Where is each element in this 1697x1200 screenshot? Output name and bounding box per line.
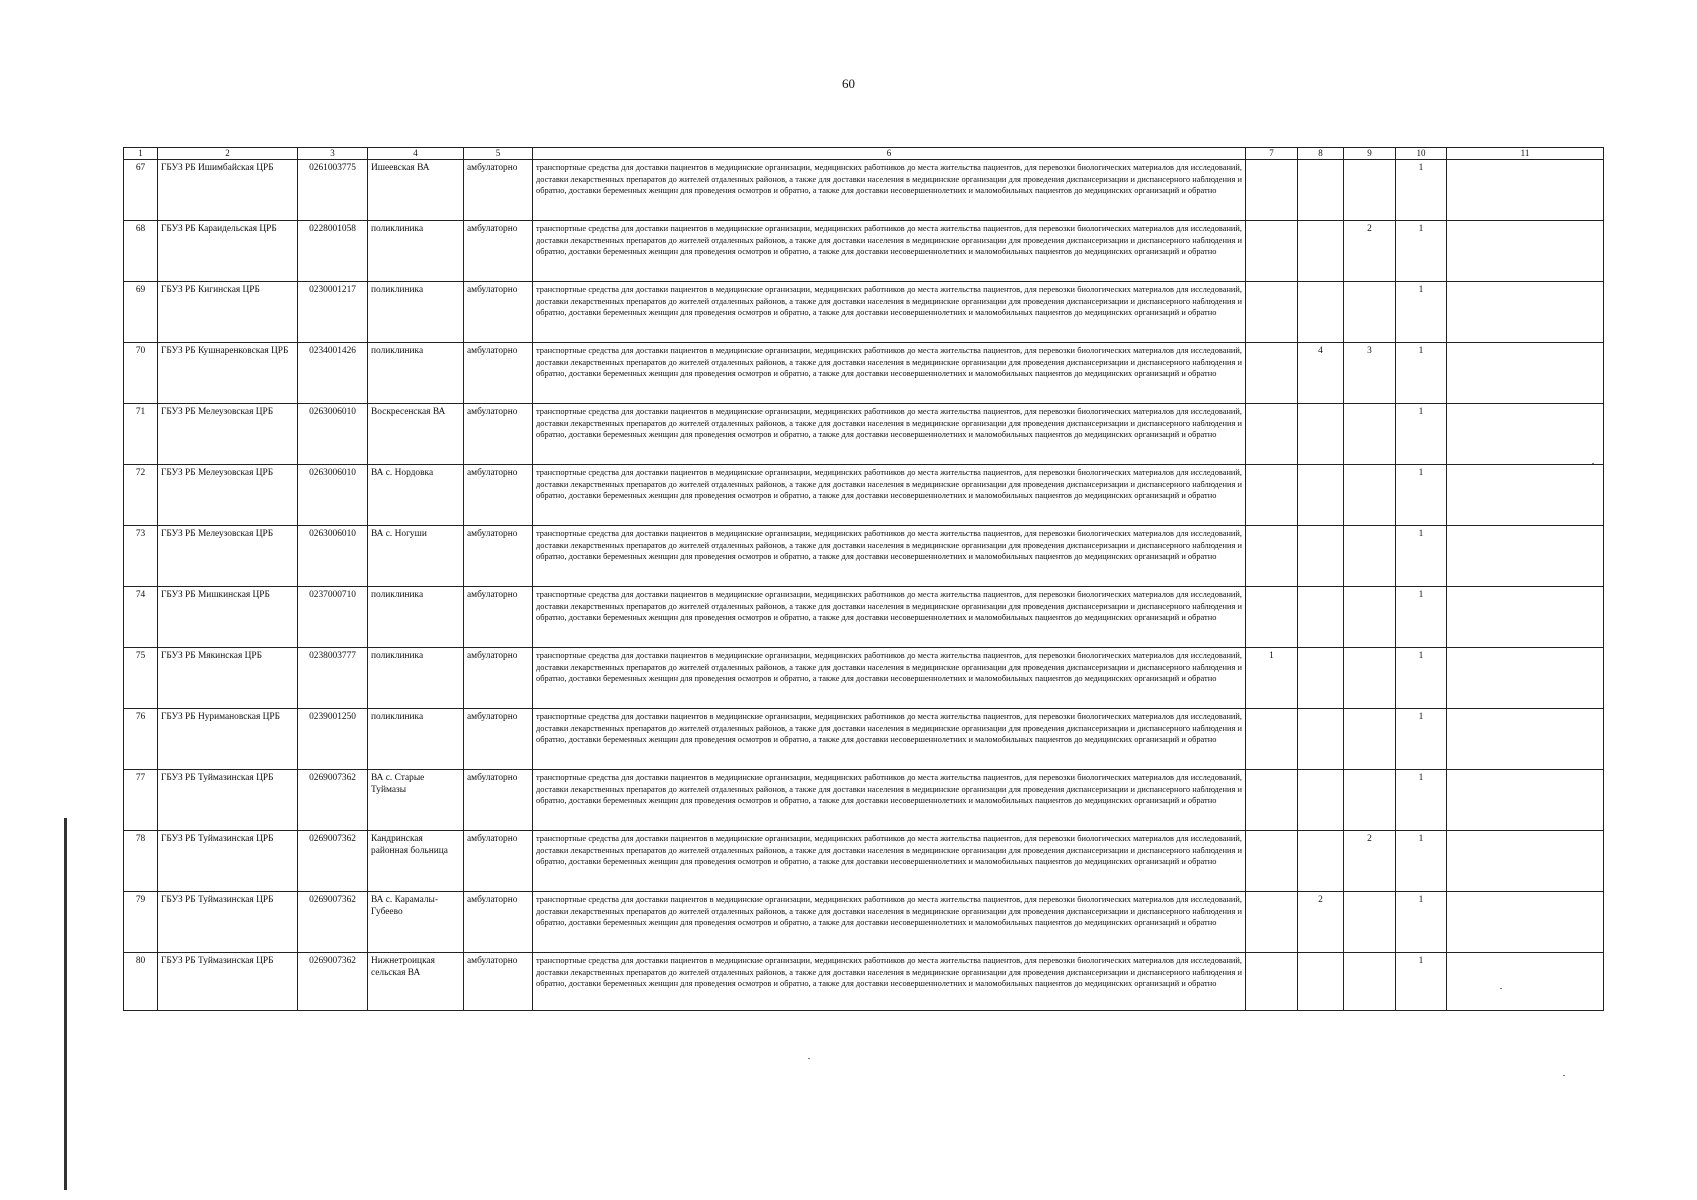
count-cell-10: 1: [1396, 282, 1447, 343]
column-header: 3: [298, 148, 368, 160]
care-type-cell: амбулаторно: [464, 221, 533, 282]
purpose-cell: транспортные средства для доставки пациентов в медицинские организации, медицинских работников до места жительства пациентов, для перевозки биологических материалов для исследований, доставки лекарственных препаратов до жителей отдаленных районов, а также для доставки населения в медицинские организации для проведения диспансеризации и диспансерного наблюдения и обратно, доставки беременных женщин для проведения осмотров и обратно, а также для доставки несовершеннолетних и маломобильных пациентов до медицинских организаций и обратно: [533, 221, 1246, 282]
count-cell-7: [1246, 160, 1298, 221]
count-cell-8: [1298, 404, 1344, 465]
count-cell-7: [1246, 343, 1298, 404]
count-cell-10: 1: [1396, 404, 1447, 465]
code-cell: 0269007362: [298, 831, 368, 892]
count-cell-7: [1246, 831, 1298, 892]
table-row: [124, 343, 1604, 404]
column-header: 10: [1396, 148, 1447, 160]
count-cell-9: [1344, 160, 1396, 221]
count-cell-11: [1447, 343, 1604, 404]
unit-cell: поликлиника: [368, 282, 464, 343]
count-cell-10: 1: [1396, 831, 1447, 892]
table-row: [124, 953, 1604, 1011]
unit-cell: Кандринская районная больница: [368, 831, 464, 892]
column-header: 1: [124, 148, 158, 160]
organization-cell: ГБУЗ РБ Нуримановская ЦРБ: [158, 709, 298, 770]
purpose-cell: транспортные средства для доставки пациентов в медицинские организации, медицинских работников до места жительства пациентов, для перевозки биологических материалов для исследований, доставки лекарственных препаратов до жителей отдаленных районов, а также для доставки населения в медицинские организации для проведения диспансеризации и диспансерного наблюдения и обратно, доставки беременных женщин для проведения осмотров и обратно, а также для доставки несовершеннолетних и маломобильных пациентов до медицинских организаций и обратно: [533, 709, 1246, 770]
table-row: [124, 831, 1604, 892]
count-cell-8: 2: [1298, 892, 1344, 953]
care-type-cell: амбулаторно: [464, 343, 533, 404]
column-header: 2: [158, 148, 298, 160]
unit-cell: Нижнетроицкая сельская ВА: [368, 953, 464, 1011]
count-cell-10: 1: [1396, 221, 1447, 282]
column-header: 5: [464, 148, 533, 160]
table-row: [124, 587, 1604, 648]
count-cell-8: 4: [1298, 343, 1344, 404]
count-cell-11: [1447, 465, 1604, 526]
organization-cell: ГБУЗ РБ Ишимбайская ЦРБ: [158, 160, 298, 221]
count-cell-10: 1: [1396, 465, 1447, 526]
count-cell-9: 2: [1344, 831, 1396, 892]
purpose-cell: транспортные средства для доставки пациентов в медицинские организации, медицинских работников до места жительства пациентов, для перевозки биологических материалов для исследований, доставки лекарственных препаратов до жителей отдаленных районов, а также для доставки населения в медицинские организации для проведения диспансеризации и диспансерного наблюдения и обратно, доставки беременных женщин для проведения осмотров и обратно, а также для доставки несовершеннолетних и маломобильных пациентов до медицинских организаций и обратно: [533, 892, 1246, 953]
count-cell-11: [1447, 953, 1604, 1011]
organization-cell: ГБУЗ РБ Мелеузовская ЦРБ: [158, 526, 298, 587]
purpose-cell: транспортные средства для доставки пациентов в медицинские организации, медицинских работников до места жительства пациентов, для перевозки биологических материалов для исследований, доставки лекарственных препаратов до жителей отдаленных районов, а также для доставки населения в медицинские организации для проведения диспансеризации и диспансерного наблюдения и обратно, доставки беременных женщин для проведения осмотров и обратно, а также для доставки несовершеннолетних и маломобильных пациентов до медицинских организаций и обратно: [533, 282, 1246, 343]
count-cell-9: [1344, 526, 1396, 587]
column-header: 8: [1298, 148, 1344, 160]
table-row: [124, 892, 1604, 953]
scan-speck: [1592, 463, 1594, 464]
unit-cell: поликлиника: [368, 648, 464, 709]
count-cell-8: [1298, 160, 1344, 221]
code-cell: 0263006010: [298, 465, 368, 526]
count-cell-8: [1298, 709, 1344, 770]
page-number: 60: [842, 76, 855, 91]
count-cell-7: 1: [1246, 648, 1298, 709]
count-cell-11: [1447, 709, 1604, 770]
count-cell-10: 1: [1396, 770, 1447, 831]
count-cell-11: [1447, 770, 1604, 831]
organization-cell: ГБУЗ РБ Туймазинская ЦРБ: [158, 892, 298, 953]
care-type-cell: амбулаторно: [464, 526, 533, 587]
table-row: [124, 404, 1604, 465]
count-cell-8: [1298, 221, 1344, 282]
unit-cell: ВА с. Карамалы-Губеево: [368, 892, 464, 953]
count-cell-7: [1246, 282, 1298, 343]
unit-cell: ВА с. Нордовка: [368, 465, 464, 526]
count-cell-8: [1298, 831, 1344, 892]
count-cell-11: [1447, 648, 1604, 709]
code-cell: 0237000710: [298, 587, 368, 648]
count-cell-9: [1344, 953, 1396, 1011]
row-number-cell: 74: [124, 587, 158, 648]
count-cell-8: [1298, 587, 1344, 648]
code-cell: 0234001426: [298, 343, 368, 404]
table-row: [124, 526, 1604, 587]
count-cell-7: [1246, 892, 1298, 953]
count-cell-7: [1246, 221, 1298, 282]
count-cell-10: 1: [1396, 526, 1447, 587]
registry-table: [123, 147, 1604, 1011]
table-row: [124, 160, 1604, 221]
code-cell: 0239001250: [298, 709, 368, 770]
count-cell-9: [1344, 648, 1396, 709]
table-row: [124, 648, 1604, 709]
purpose-cell: транспортные средства для доставки пациентов в медицинские организации, медицинских работников до места жительства пациентов, для перевозки биологических материалов для исследований, доставки лекарственных препаратов до жителей отдаленных районов, а также для доставки населения в медицинские организации для проведения диспансеризации и диспансерного наблюдения и обратно, доставки беременных женщин для проведения осмотров и обратно, а также для доставки несовершеннолетних и маломобильных пациентов до медицинских организаций и обратно: [533, 953, 1246, 1011]
row-number-cell: 80: [124, 953, 158, 1011]
count-cell-11: [1447, 404, 1604, 465]
count-cell-10: 1: [1396, 343, 1447, 404]
purpose-cell: транспортные средства для доставки пациентов в медицинские организации, медицинских работников до места жительства пациентов, для перевозки биологических материалов для исследований, доставки лекарственных препаратов до жителей отдаленных районов, а также для доставки населения в медицинские организации для проведения диспансеризации и диспансерного наблюдения и обратно, доставки беременных женщин для проведения осмотров и обратно, а также для доставки несовершеннолетних и маломобильных пациентов до медицинских организаций и обратно: [533, 587, 1246, 648]
purpose-cell: транспортные средства для доставки пациентов в медицинские организации, медицинских работников до места жительства пациентов, для перевозки биологических материалов для исследований, доставки лекарственных препаратов до жителей отдаленных районов, а также для доставки населения в медицинские организации для проведения диспансеризации и диспансерного наблюдения и обратно, доставки беременных женщин для проведения осмотров и обратно, а также для доставки несовершеннолетних и маломобильных пациентов до медицинских организаций и обратно: [533, 526, 1246, 587]
code-cell: 0228001058: [298, 221, 368, 282]
count-cell-10: 1: [1396, 953, 1447, 1011]
table-row: [124, 770, 1604, 831]
row-number-cell: 68: [124, 221, 158, 282]
row-number-cell: 70: [124, 343, 158, 404]
care-type-cell: амбулаторно: [464, 953, 533, 1011]
count-cell-11: [1447, 282, 1604, 343]
unit-cell: Ишеевская ВА: [368, 160, 464, 221]
unit-cell: поликлиника: [368, 343, 464, 404]
count-cell-8: [1298, 282, 1344, 343]
table-row: [124, 282, 1604, 343]
count-cell-9: [1344, 465, 1396, 526]
count-cell-7: [1246, 526, 1298, 587]
table-row: [124, 465, 1604, 526]
organization-cell: ГБУЗ РБ Кушнаренковская ЦРБ: [158, 343, 298, 404]
code-cell: 0261003775: [298, 160, 368, 221]
row-number-cell: 75: [124, 648, 158, 709]
count-cell-11: [1447, 160, 1604, 221]
count-cell-8: [1298, 465, 1344, 526]
purpose-cell: транспортные средства для доставки пациентов в медицинские организации, медицинских работников до места жительства пациентов, для перевозки биологических материалов для исследований, доставки лекарственных препаратов до жителей отдаленных районов, а также для доставки населения в медицинские организации для проведения диспансеризации и диспансерного наблюдения и обратно, доставки беременных женщин для проведения осмотров и обратно, а также для доставки несовершеннолетних и маломобильных пациентов до медицинских организаций и обратно: [533, 160, 1246, 221]
care-type-cell: амбулаторно: [464, 465, 533, 526]
organization-cell: ГБУЗ РБ Караидельская ЦРБ: [158, 221, 298, 282]
code-cell: 0263006010: [298, 404, 368, 465]
count-cell-10: 1: [1396, 160, 1447, 221]
unit-cell: поликлиника: [368, 587, 464, 648]
care-type-cell: амбулаторно: [464, 587, 533, 648]
count-cell-11: [1447, 221, 1604, 282]
column-header: 7: [1246, 148, 1298, 160]
count-cell-8: [1298, 526, 1344, 587]
organization-cell: ГБУЗ РБ Туймазинская ЦРБ: [158, 770, 298, 831]
column-header: 11: [1447, 148, 1604, 160]
code-cell: 0269007362: [298, 892, 368, 953]
care-type-cell: амбулаторно: [464, 404, 533, 465]
unit-cell: поликлиника: [368, 709, 464, 770]
row-number-cell: 72: [124, 465, 158, 526]
column-header: 6: [533, 148, 1246, 160]
count-cell-8: [1298, 648, 1344, 709]
column-header: 9: [1344, 148, 1396, 160]
care-type-cell: амбулаторно: [464, 831, 533, 892]
care-type-cell: амбулаторно: [464, 892, 533, 953]
count-cell-11: [1447, 526, 1604, 587]
count-cell-9: [1344, 404, 1396, 465]
organization-cell: ГБУЗ РБ Мишкинская ЦРБ: [158, 587, 298, 648]
unit-cell: Воскресенская ВА: [368, 404, 464, 465]
code-cell: 0263006010: [298, 526, 368, 587]
count-cell-10: 1: [1396, 587, 1447, 648]
count-cell-9: [1344, 587, 1396, 648]
row-number-cell: 67: [124, 160, 158, 221]
row-number-cell: 69: [124, 282, 158, 343]
count-cell-7: [1246, 770, 1298, 831]
row-number-cell: 79: [124, 892, 158, 953]
count-cell-7: [1246, 587, 1298, 648]
count-cell-9: [1344, 282, 1396, 343]
column-header-row: [124, 148, 1604, 160]
count-cell-9: [1344, 892, 1396, 953]
row-number-cell: 76: [124, 709, 158, 770]
purpose-cell: транспортные средства для доставки пациентов в медицинские организации, медицинских работников до места жительства пациентов, для перевозки биологических материалов для исследований, доставки лекарственных препаратов до жителей отдаленных районов, а также для доставки населения в медицинские организации для проведения диспансеризации и диспансерного наблюдения и обратно, доставки беременных женщин для проведения осмотров и обратно, а также для доставки несовершеннолетних и маломобильных пациентов до медицинских организаций и обратно: [533, 404, 1246, 465]
unit-cell: ВА с. Ногуши: [368, 526, 464, 587]
table-row: [124, 709, 1604, 770]
row-number-cell: 73: [124, 526, 158, 587]
count-cell-7: [1246, 953, 1298, 1011]
unit-cell: поликлиника: [368, 221, 464, 282]
care-type-cell: амбулаторно: [464, 709, 533, 770]
code-cell: 0230001217: [298, 282, 368, 343]
organization-cell: ГБУЗ РБ Туймазинская ЦРБ: [158, 831, 298, 892]
table-row: [124, 221, 1604, 282]
count-cell-11: [1447, 831, 1604, 892]
purpose-cell: транспортные средства для доставки пациентов в медицинские организации, медицинских работников до места жительства пациентов, для перевозки биологических материалов для исследований, доставки лекарственных препаратов до жителей отдаленных районов, а также для доставки населения в медицинские организации для проведения диспансеризации и диспансерного наблюдения и обратно, доставки беременных женщин для проведения осмотров и обратно, а также для доставки несовершеннолетних и маломобильных пациентов до медицинских организаций и обратно: [533, 648, 1246, 709]
count-cell-10: 1: [1396, 709, 1447, 770]
organization-cell: ГБУЗ РБ Туймазинская ЦРБ: [158, 953, 298, 1011]
purpose-cell: транспортные средства для доставки пациентов в медицинские организации, медицинских работников до места жительства пациентов, для перевозки биологических материалов для исследований, доставки лекарственных препаратов до жителей отдаленных районов, а также для доставки населения в медицинские организации для проведения диспансеризации и диспансерного наблюдения и обратно, доставки беременных женщин для проведения осмотров и обратно, а также для доставки несовершеннолетних и маломобильных пациентов до медицинских организаций и обратно: [533, 465, 1246, 526]
organization-cell: ГБУЗ РБ Мелеузовская ЦРБ: [158, 404, 298, 465]
purpose-cell: транспортные средства для доставки пациентов в медицинские организации, медицинских работников до места жительства пациентов, для перевозки биологических материалов для исследований, доставки лекарственных препаратов до жителей отдаленных районов, а также для доставки населения в медицинские организации для проведения диспансеризации и диспансерного наблюдения и обратно, доставки беременных женщин для проведения осмотров и обратно, а также для доставки несовершеннолетних и маломобильных пациентов до медицинских организаций и обратно: [533, 343, 1246, 404]
count-cell-7: [1246, 465, 1298, 526]
purpose-cell: транспортные средства для доставки пациентов в медицинские организации, медицинских работников до места жительства пациентов, для перевозки биологических материалов для исследований, доставки лекарственных препаратов до жителей отдаленных районов, а также для доставки населения в медицинские организации для проведения диспансеризации и диспансерного наблюдения и обратно, доставки беременных женщин для проведения осмотров и обратно, а также для доставки несовершеннолетних и маломобильных пациентов до медицинских организаций и обратно: [533, 831, 1246, 892]
count-cell-9: 2: [1344, 221, 1396, 282]
count-cell-10: 1: [1396, 892, 1447, 953]
count-cell-8: [1298, 953, 1344, 1011]
purpose-cell: транспортные средства для доставки пациентов в медицинские организации, медицинских работников до места жительства пациентов, для перевозки биологических материалов для исследований, доставки лекарственных препаратов до жителей отдаленных районов, а также для доставки населения в медицинские организации для проведения диспансеризации и диспансерного наблюдения и обратно, доставки беременных женщин для проведения осмотров и обратно, а также для доставки несовершеннолетних и маломобильных пациентов до медицинских организаций и обратно: [533, 770, 1246, 831]
organization-cell: ГБУЗ РБ Мелеузовская ЦРБ: [158, 465, 298, 526]
scan-speck: [1500, 988, 1502, 989]
scan-speck: [808, 1058, 810, 1059]
count-cell-11: [1447, 587, 1604, 648]
count-cell-9: [1344, 770, 1396, 831]
count-cell-9: [1344, 709, 1396, 770]
row-number-cell: 78: [124, 831, 158, 892]
unit-cell: ВА с. Старые Туймазы: [368, 770, 464, 831]
count-cell-7: [1246, 709, 1298, 770]
count-cell-8: [1298, 770, 1344, 831]
code-cell: 0238003777: [298, 648, 368, 709]
column-header: 4: [368, 148, 464, 160]
count-cell-10: 1: [1396, 648, 1447, 709]
scan-speck: [1563, 1075, 1565, 1076]
row-number-cell: 71: [124, 404, 158, 465]
care-type-cell: амбулаторно: [464, 648, 533, 709]
code-cell: 0269007362: [298, 953, 368, 1011]
organization-cell: ГБУЗ РБ Мякинская ЦРБ: [158, 648, 298, 709]
count-cell-9: 3: [1344, 343, 1396, 404]
count-cell-7: [1246, 404, 1298, 465]
care-type-cell: амбулаторно: [464, 282, 533, 343]
care-type-cell: амбулаторно: [464, 770, 533, 831]
row-number-cell: 77: [124, 770, 158, 831]
code-cell: 0269007362: [298, 770, 368, 831]
organization-cell: ГБУЗ РБ Кигинская ЦРБ: [158, 282, 298, 343]
care-type-cell: амбулаторно: [464, 160, 533, 221]
count-cell-11: [1447, 892, 1604, 953]
scan-binding-mark: [64, 818, 67, 1190]
